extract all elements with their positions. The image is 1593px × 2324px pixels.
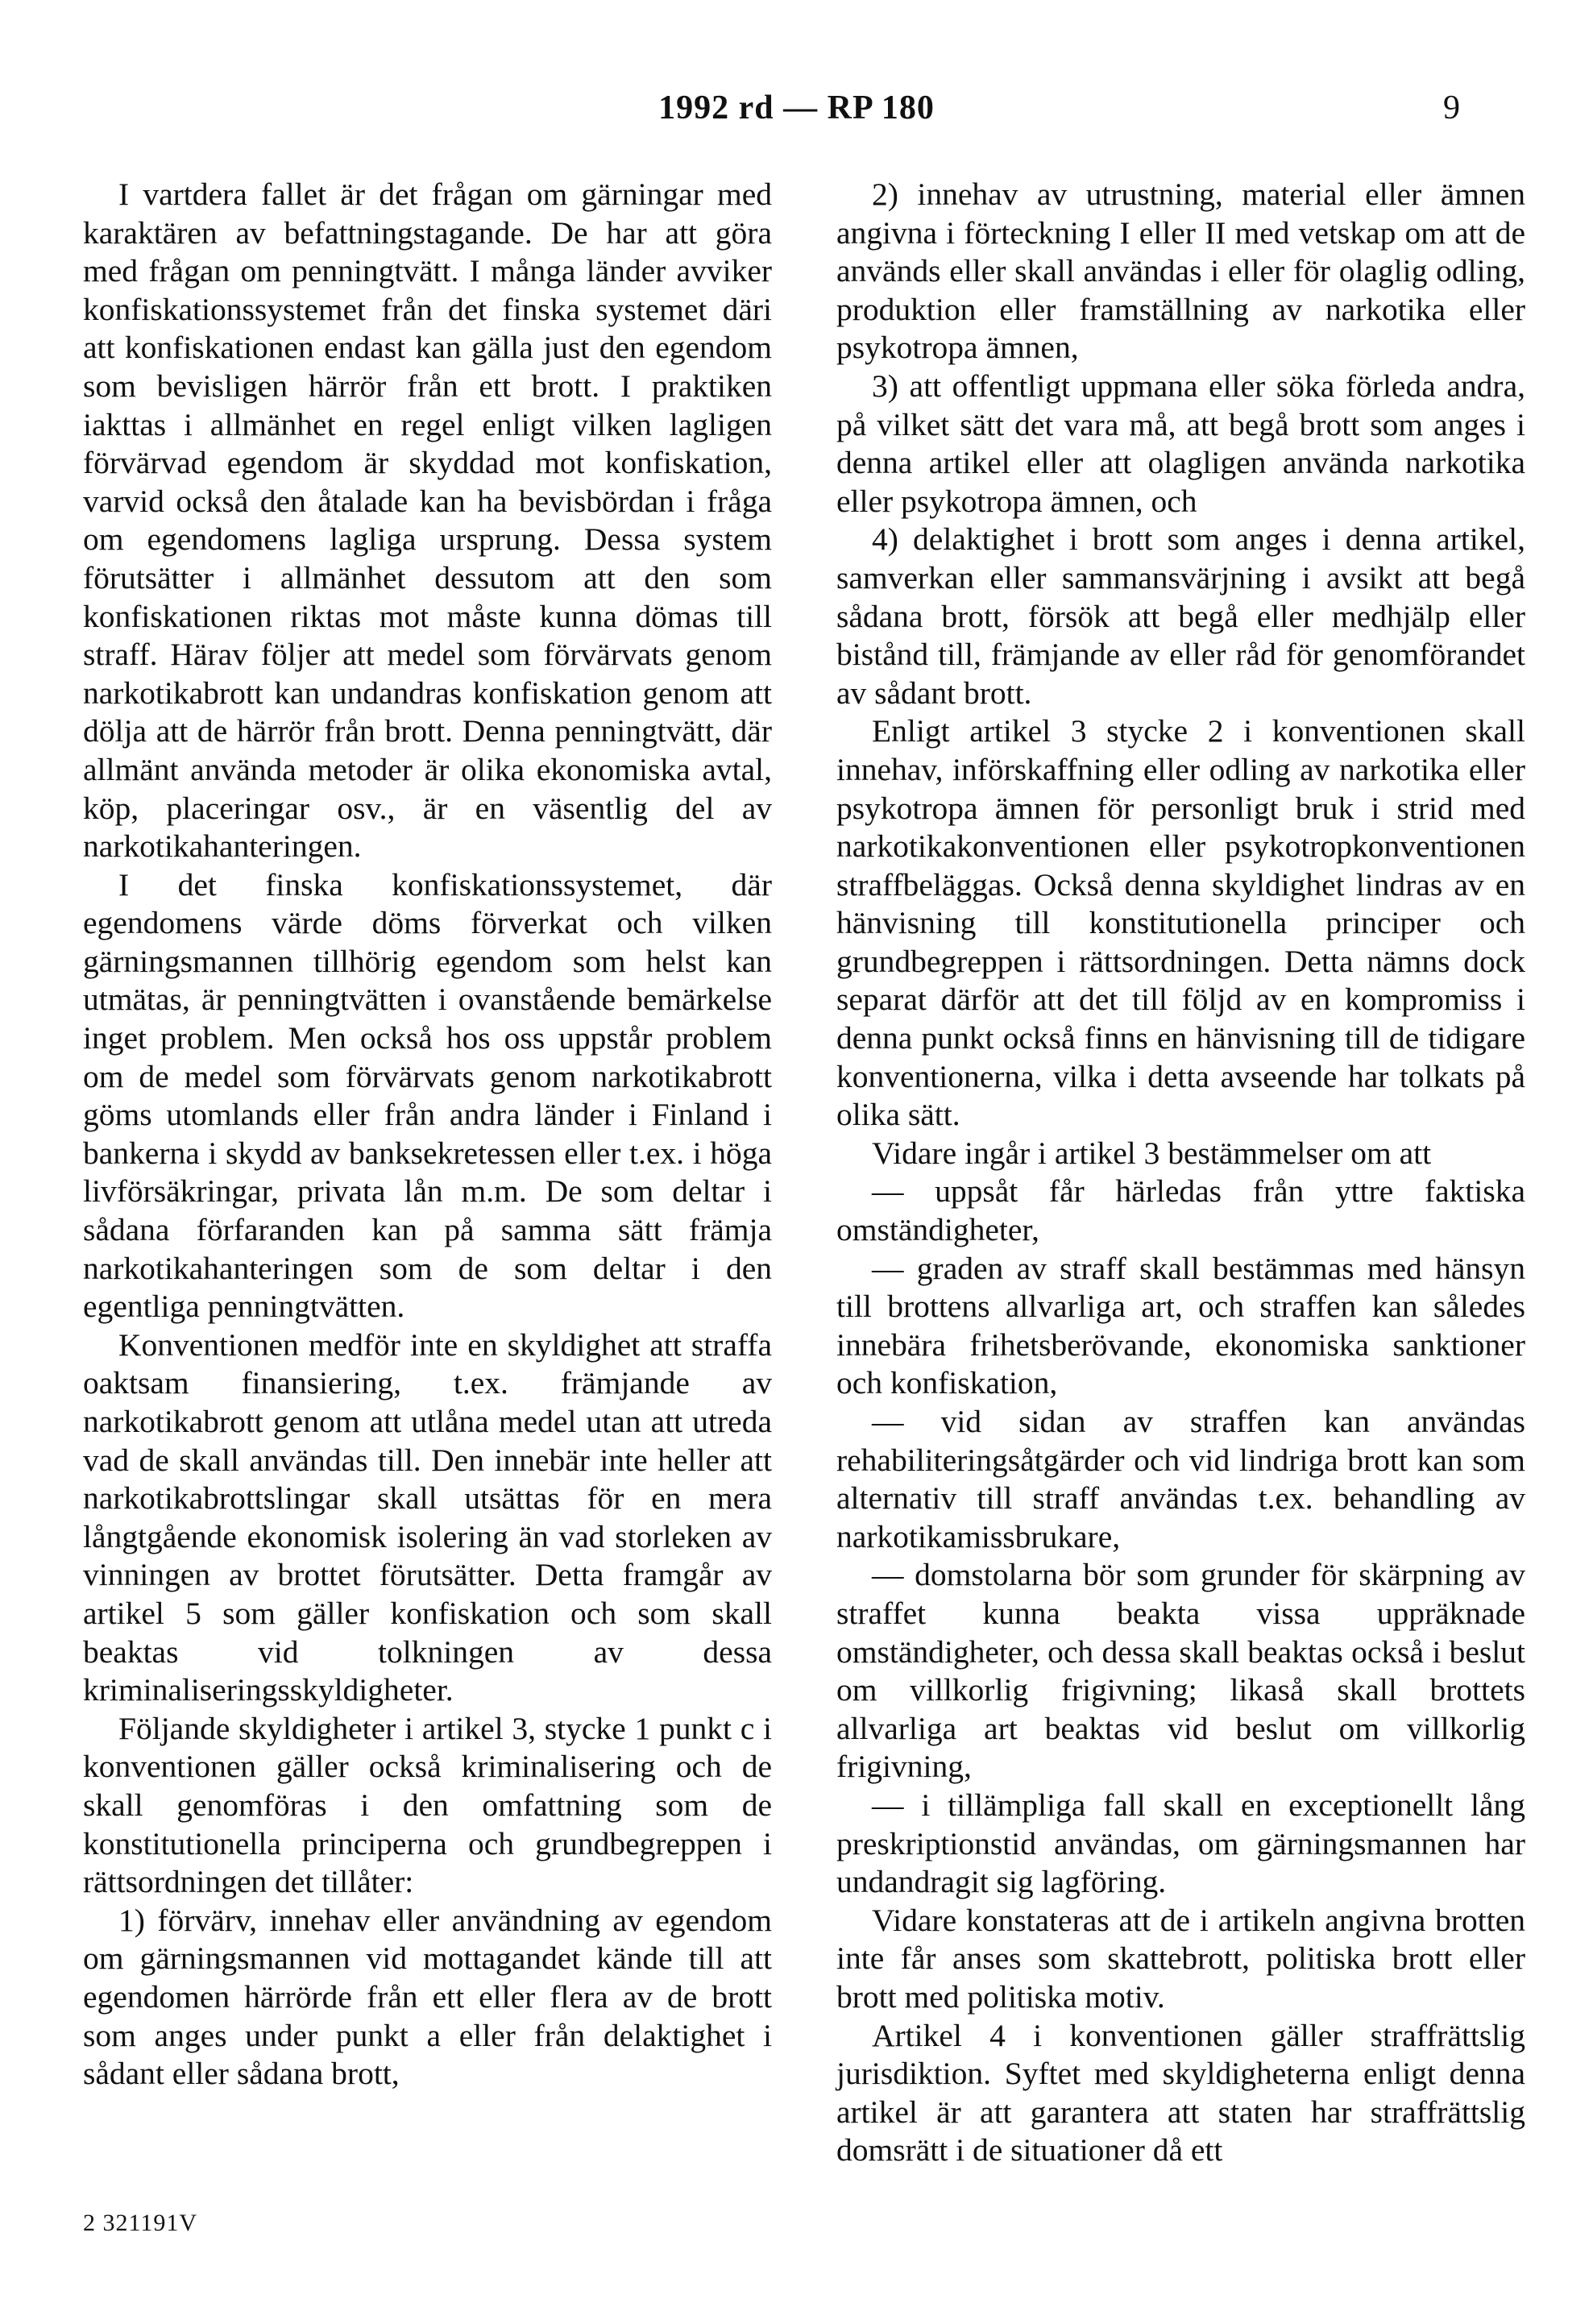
- page-number: 9: [1443, 89, 1460, 127]
- text-columns: [83, 176, 1525, 2170]
- paragraph: Vidare ingår i artikel 3 bestämmelser om att: [872, 1135, 1432, 1171]
- paragraph: — uppsåt får härledas från yttre faktiska omständigheter,: [836, 1173, 1525, 1248]
- paragraph: — graden av straff skall bestämmas med hänsyn till brottens allvarliga art, och straffen kan således innebära frihetsberövande, ekonomiska sanktioner och konfiskation,: [836, 1250, 1525, 1401]
- right-column: [836, 176, 1525, 2170]
- document-title: 1992 rd — RP 180: [658, 89, 935, 127]
- left-column: [83, 176, 772, 2170]
- paragraph: Följande skyldigheter i artikel 3, stycke 1 punkt c i konventionen gäller också kriminalisering och de skall genomföras i den omfattning som de konstitutionella principerna och grundbegreppen i rättsordningen det tillåter:: [83, 1710, 772, 1900]
- page-header: [0, 89, 1593, 137]
- paragraph: 4) delaktighet i brott som anges i denna artikel, samverkan eller sammansvärjning i avsikt att begå sådana brott, försök att begå eller medhjälp eller bistånd till, främjande av eller råd för genomförandet av sådant brott.: [836, 521, 1525, 711]
- paragraph: Konventionen medför inte en skyldighet att straffa oaktsam finansiering, t.ex. främjande av narkotikabrott genom att utlåna medel utan att utreda vad de skall användas till. Den innebär inte heller att narkotikabrottslingar skall utsättas för en mera långtgående ekonomisk isolering än vad storleken av vinningen av brottet förutsätter. Detta framgår av artikel 5 som gäller konfiskation och som skall beaktas vid tolkningen av dessa kriminaliseringsskyldigheter.: [83, 1326, 772, 1708]
- paragraph: I vartdera fallet är det frågan om gärningar med karaktären av befattningstagande. De har att göra med frågan om penningtvätt. I många länder avviker konfiskationssystemet från det finska systemet däri att konfiskationen endast kan gälla just den egendom som bevisligen härrör från ett brott. I praktiken iakttas i allmänhet en regel enligt vilken lagligen förvärvad egendom är skyddad mot konfiskation, varvid också den åtalade kan ha bevisbördan i fråga om egendomens lagliga ursprung. Dessa system förutsätter i allmänhet dessutom att den som konfiskationen riktas mot måste kunna dömas till straff. Härav följer att medel som förvärvats genom narkotikabrott kan undandras konfiskation genom att dölja att de härrör från brott. Denna penningtvätt, där allmänt använda metoder är olika ekonomiska avtal, köp, placeringar osv., är en väsentlig del av narkotikahanteringen.: [83, 176, 772, 865]
- print-code: 2 321191V: [83, 2210, 198, 2236]
- paragraph: 1) förvärv, innehav eller användning av egendom om gärningsmannen vid mottagandet kände till att egendomen härrörde från ett eller flera av de brott som anges under punkt a eller från delaktighet i sådant eller sådana brott,: [83, 1902, 772, 2092]
- paragraph: — vid sidan av straffen kan användas rehabiliteringsåtgärder och vid lindriga brott kan som alternativ till straff användas t.ex. behandling av narkotikamissbrukare,: [836, 1404, 1525, 1554]
- paragraph: I det finska konfiskationssystemet, där egendomens värde döms förverkat och vilken gärningsmannen tillhörig egendom som helst kan utmätas, är penningtvätten i ovanstående bemärkelse inget problem. Men också hos oss uppstår problem om de medel som förvärvats genom narkotikabrott göms utomlands eller från andra länder i Finland i bankerna i skydd av banksekretessen eller t.ex. i höga livförsäkringar, privata lån m.m. De som deltar i sådana förfaranden kan på samma sätt främja narkotikahanteringen som de som deltar i den egentliga penningtvätten.: [83, 866, 772, 1325]
- paragraph: — i tillämpliga fall skall en exceptionellt lång preskriptionstid användas, om gärningsmannen har undandragit sig lagföring.: [836, 1787, 1525, 1900]
- paragraph: 3) att offentligt uppmana eller söka förleda andra, på vilket sätt det vara må, att begå brott som anges i denna artikel eller att olagligen använda narkotika eller psykotropa ämnen, och: [836, 367, 1525, 519]
- paragraph: Enligt artikel 3 stycke 2 i konventionen skall innehav, införskaffning eller odling av narkotika eller psykotropa ämnen för personligt bruk i strid med narkotikakonventionen eller psykotropkonventionen straffbeläggas. Också denna skyldighet lindras av en hänvisning till konstitutionella principer och grundbegreppen i rättsordningen. Detta nämns dock separat därför att det till följd av en kompromiss i denna punkt också finns en hänvisning till de tidigare konventionerna, vilka i detta avseende har tolkats på olika sätt.: [836, 713, 1525, 1133]
- paragraph: Artikel 4 i konventionen gäller straffrättslig jurisdiktion. Syftet med skyldigheterna enligt denna artikel är att garantera att staten har straffrättslig domsrätt i de situationer då ett: [836, 2017, 1525, 2168]
- paragraph: 2) innehav av utrustning, material eller ämnen angivna i förteckning I eller II med vetskap om att de används eller skall användas i eller för olaglig odling, produktion eller framställning av narkotika eller psykotropa ämnen,: [836, 176, 1525, 366]
- paragraph: — domstolarna bör som grunder för skärpning av straffet kunna beakta vissa uppräknade omständigheter, och dessa skall beaktas också i beslut om villkorlig frigivning; likaså skall brottets allvarliga art beaktas vid beslut om villkorlig frigivning,: [836, 1557, 1525, 1785]
- paragraph: Vidare konstateras att de i artikeln angivna brotten inte får anses som skattebrott, politiska brott eller brott med politiska motiv.: [836, 1902, 1525, 2015]
